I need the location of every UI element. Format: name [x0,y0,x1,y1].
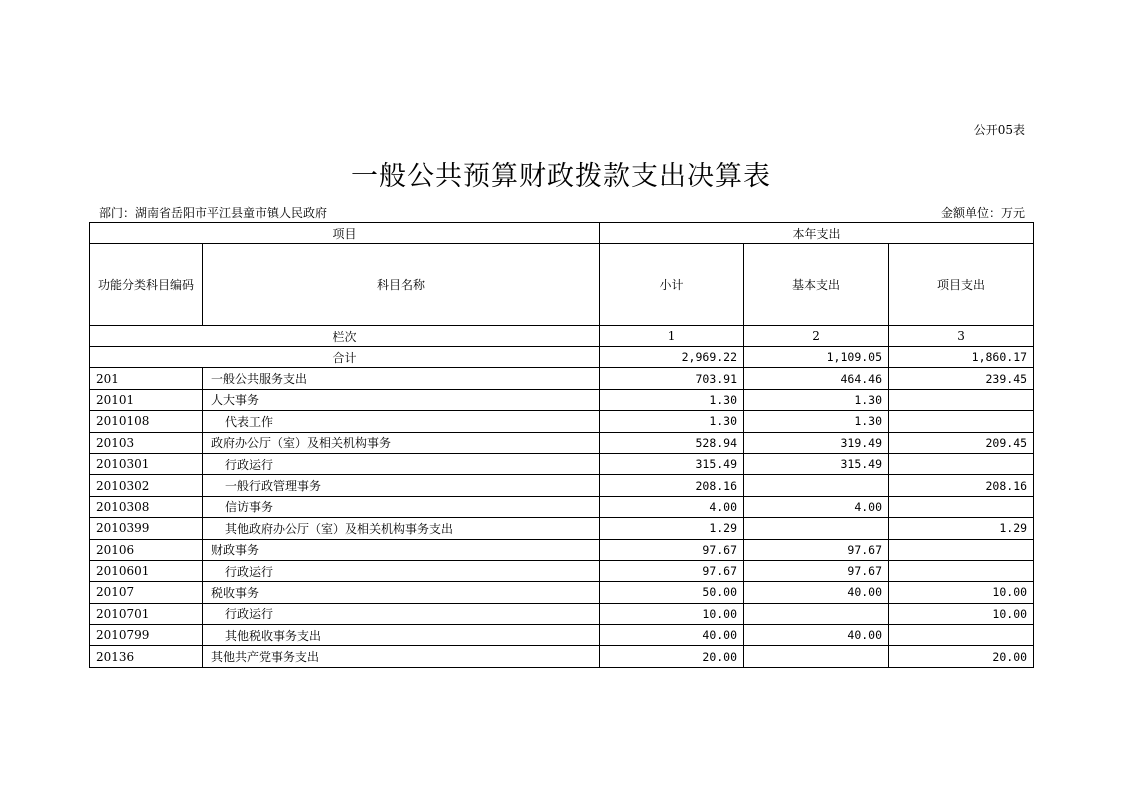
row-project: 20.00 [889,646,1034,667]
row-name: 财政事务 [203,539,600,560]
row-project: 10.00 [889,603,1034,624]
row-basic: 40.00 [744,625,889,646]
row-code: 2010108 [90,411,203,432]
table-row [90,518,1034,539]
row-subtotal: 20.00 [600,646,744,667]
row-subtotal: 10.00 [600,603,744,624]
row-name: 其他政府办公厅（室）及相关机构事务支出 [203,518,600,539]
row-name: 行政运行 [203,603,600,624]
table-row [90,453,1034,474]
row-basic: 97.67 [744,560,889,581]
unit-label: 金额单位：万元 [940,206,1025,220]
budget-table [89,222,1034,668]
row-basic: 1.30 [744,389,889,410]
row-subtotal: 208.16 [600,475,744,496]
row-subtotal: 97.67 [600,560,744,581]
row-project [889,496,1034,517]
row-code: 2010302 [90,475,203,496]
row-code: 2010308 [90,496,203,517]
row-code: 20107 [90,582,203,603]
header-row-1 [90,223,1034,244]
row-project [889,625,1034,646]
row-project: 1.29 [889,518,1034,539]
row-code: 20101 [90,389,203,410]
row-code: 2010799 [90,625,203,646]
row-project: 10.00 [889,582,1034,603]
row-project [889,389,1034,410]
row-name: 代表工作 [203,411,600,432]
row-name: 政府办公厅（室）及相关机构事务 [203,432,600,453]
total-project: 1,860.17 [889,347,1034,368]
header-item: 项目 [90,223,600,244]
row-name: 其他税收事务支出 [203,625,600,646]
row-subtotal: 703.91 [600,368,744,389]
row-subtotal: 4.00 [600,496,744,517]
row-code: 20106 [90,539,203,560]
column-number-row [90,326,1034,347]
table-row [90,389,1034,410]
total-basic: 1,109.05 [744,347,889,368]
column-number-1: 1 [600,326,744,347]
row-name: 一般行政管理事务 [203,475,600,496]
form-code: 公开05表 [973,123,1025,137]
row-code: 20136 [90,646,203,667]
total-row [90,347,1034,368]
row-subtotal: 315.49 [600,453,744,474]
row-basic: 40.00 [744,582,889,603]
row-basic: 315.49 [744,453,889,474]
header-basic: 基本支出 [744,244,889,326]
header-row-2 [90,244,1034,326]
row-code: 201 [90,368,203,389]
row-subtotal: 528.94 [600,432,744,453]
row-project [889,539,1034,560]
total-subtotal: 2,969.22 [600,347,744,368]
row-basic: 319.49 [744,432,889,453]
row-code: 2010399 [90,518,203,539]
row-code: 2010601 [90,560,203,581]
row-code: 2010701 [90,603,203,624]
table-row [90,411,1034,432]
row-name: 行政运行 [203,560,600,581]
row-subtotal: 1.30 [600,411,744,432]
table-row [90,560,1034,581]
column-number-2: 2 [744,326,889,347]
table-row [90,646,1034,667]
row-code: 20103 [90,432,203,453]
row-basic: 97.67 [744,539,889,560]
row-name: 税收事务 [203,582,600,603]
row-basic: 4.00 [744,496,889,517]
header-code: 功能分类科目编码 [90,244,203,326]
column-number-3: 3 [889,326,1034,347]
table-row [90,475,1034,496]
row-basic [744,475,889,496]
row-subtotal: 1.29 [600,518,744,539]
row-subtotal: 97.67 [600,539,744,560]
row-project: 239.45 [889,368,1034,389]
row-project: 208.16 [889,475,1034,496]
table-row [90,368,1034,389]
row-name: 行政运行 [203,453,600,474]
row-code: 2010301 [90,453,203,474]
header-project: 项目支出 [889,244,1034,326]
row-subtotal: 1.30 [600,389,744,410]
table-row [90,539,1034,560]
header-current-year: 本年支出 [600,223,1034,244]
column-number-label: 栏次 [90,326,600,347]
row-basic [744,518,889,539]
row-subtotal: 40.00 [600,625,744,646]
table-row [90,625,1034,646]
row-basic: 1.30 [744,411,889,432]
table-row [90,432,1034,453]
table-row [90,603,1034,624]
row-name: 人大事务 [203,389,600,410]
department-label: 部门：湖南省岳阳市平江县童市镇人民政府 [99,206,328,220]
row-project [889,560,1034,581]
row-project: 209.45 [889,432,1034,453]
table-row [90,582,1034,603]
row-subtotal: 50.00 [600,582,744,603]
row-basic [744,603,889,624]
page-title: 一般公共预算财政拨款支出决算表 [351,161,771,192]
row-name: 其他共产党事务支出 [203,646,600,667]
table-row [90,496,1034,517]
row-basic [744,646,889,667]
total-label: 合计 [90,347,600,368]
row-project [889,453,1034,474]
row-basic: 464.46 [744,368,889,389]
row-name: 一般公共服务支出 [203,368,600,389]
header-name: 科目名称 [203,244,600,326]
row-name: 信访事务 [203,496,600,517]
row-project [889,411,1034,432]
header-subtotal: 小计 [600,244,744,326]
